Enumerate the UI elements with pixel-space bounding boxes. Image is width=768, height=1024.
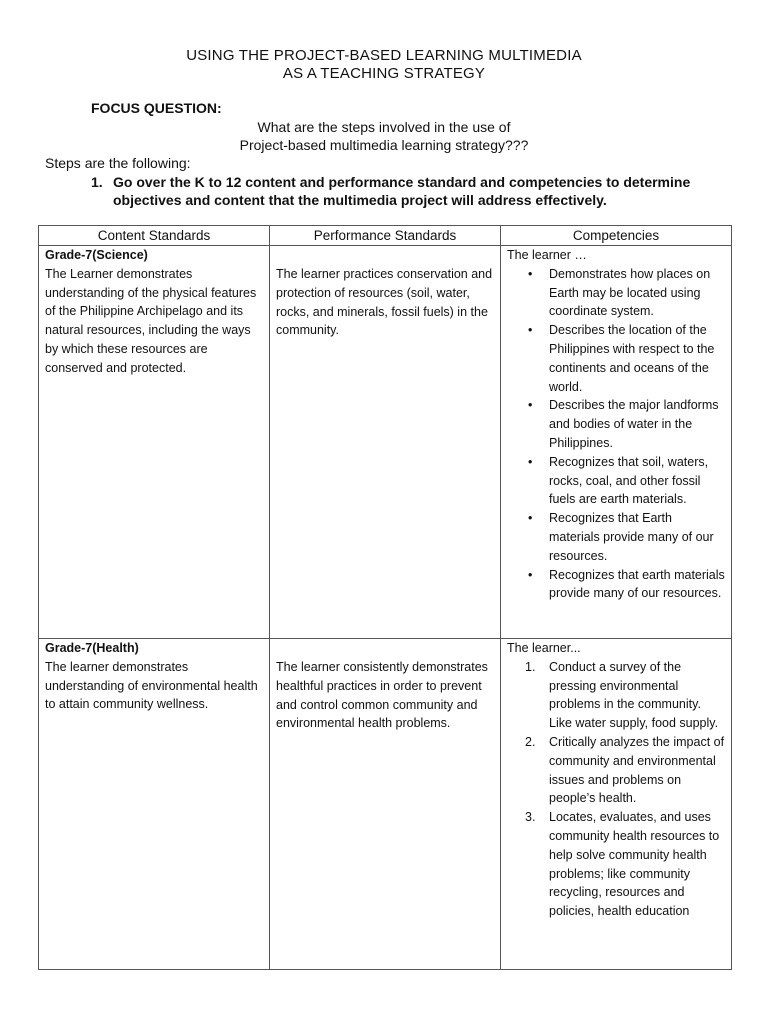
step-1 <box>91 173 751 209</box>
header-competencies: Competencies <box>501 226 732 246</box>
learner-intro: The learner … <box>507 248 587 262</box>
header-performance-standards: Performance Standards <box>270 226 501 246</box>
competencies-cell <box>501 639 732 970</box>
competency-item: • Recognizes that earth materials provide many of our resources. <box>507 566 725 604</box>
focus-question-label: FOCUS QUESTION: <box>91 100 222 116</box>
competency-item: • Recognizes that Earth materials provide many of our resources. <box>507 509 725 565</box>
competency-number: 1. <box>525 659 536 674</box>
competency-item <box>507 733 725 808</box>
grade-label: Grade-7(Health) <box>45 641 139 655</box>
performance-standard-cell <box>270 246 501 639</box>
competency-item: • Describes the location of the Philippines with respect to the continents and oceans of the world. <box>507 321 725 396</box>
competency-text: Critically analyzes the impact of community and environmental issues and problems on people’s health. <box>549 734 725 806</box>
title-line-1: USING THE PROJECT-BASED LEARNING MULTIMEDIA <box>186 47 582 64</box>
competency-text: Locates, evaluates, and uses community health resources to help solve community health problems; like community recycling, resources and policies, health education <box>549 810 720 919</box>
performance-standard-text: The learner consistently demonstrates healthful practices in order to prevent and control common community and environmental health problems. <box>276 660 488 731</box>
competencies-cell <box>501 246 732 639</box>
step-1-text: Go over the K to 12 content and performance standard and competencies to determine objectives and content that the multimedia project will address effectively. <box>113 174 691 208</box>
title-line-2: AS A TEACHING STRATEGY <box>282 65 486 82</box>
grade-label: Grade-7(Science) <box>45 248 148 262</box>
question-line-2: Project-based multimedia learning strategy??? <box>239 137 529 153</box>
competency-item <box>507 658 725 733</box>
competency-text: Conduct a survey of the pressing environmental problems in the community. Like water supply, food supply. <box>549 659 719 731</box>
competency-item: • Demonstrates how places on Earth may be located using coordinate system. <box>507 265 725 321</box>
table-header-row <box>39 226 732 246</box>
learner-intro: The learner... <box>507 641 581 655</box>
performance-standard-text: The learner practices conservation and protection of resources (soil, water, rocks, and minerals, fossil fuels) in the community. <box>276 267 493 338</box>
competency-item: • Describes the major landforms and bodies of water in the Philippines. <box>507 396 725 452</box>
performance-standard-cell <box>270 639 501 970</box>
content-standard-text: The learner demonstrates understanding of environmental health to attain community wellness. <box>45 659 258 712</box>
question-line-1: What are the steps involved in the use of <box>257 119 511 135</box>
content-standard-text: The Learner demonstrates understanding of the physical features of the Philippine Archipelago and its natural resources, including the ways by which these resources are conserved and protected. <box>45 266 257 375</box>
content-standard-cell <box>39 246 270 639</box>
step-1-number: 1. <box>91 174 103 190</box>
steps-intro: Steps are the following: <box>45 155 191 171</box>
competency-list <box>507 658 725 921</box>
competency-list <box>507 265 725 603</box>
competency-item <box>507 808 725 921</box>
competency-number: 3. <box>525 810 536 825</box>
document-title <box>0 47 768 83</box>
competency-item: • Recognizes that soil, waters, rocks, coal, and other fossil fuels are earth materials. <box>507 453 725 509</box>
table-row <box>39 639 732 970</box>
header-content-standards: Content Standards <box>39 226 270 246</box>
table-row <box>39 246 732 639</box>
standards-table <box>38 225 732 970</box>
focus-question <box>0 118 768 154</box>
competency-number: 2. <box>525 734 536 749</box>
content-standard-cell <box>39 639 270 970</box>
